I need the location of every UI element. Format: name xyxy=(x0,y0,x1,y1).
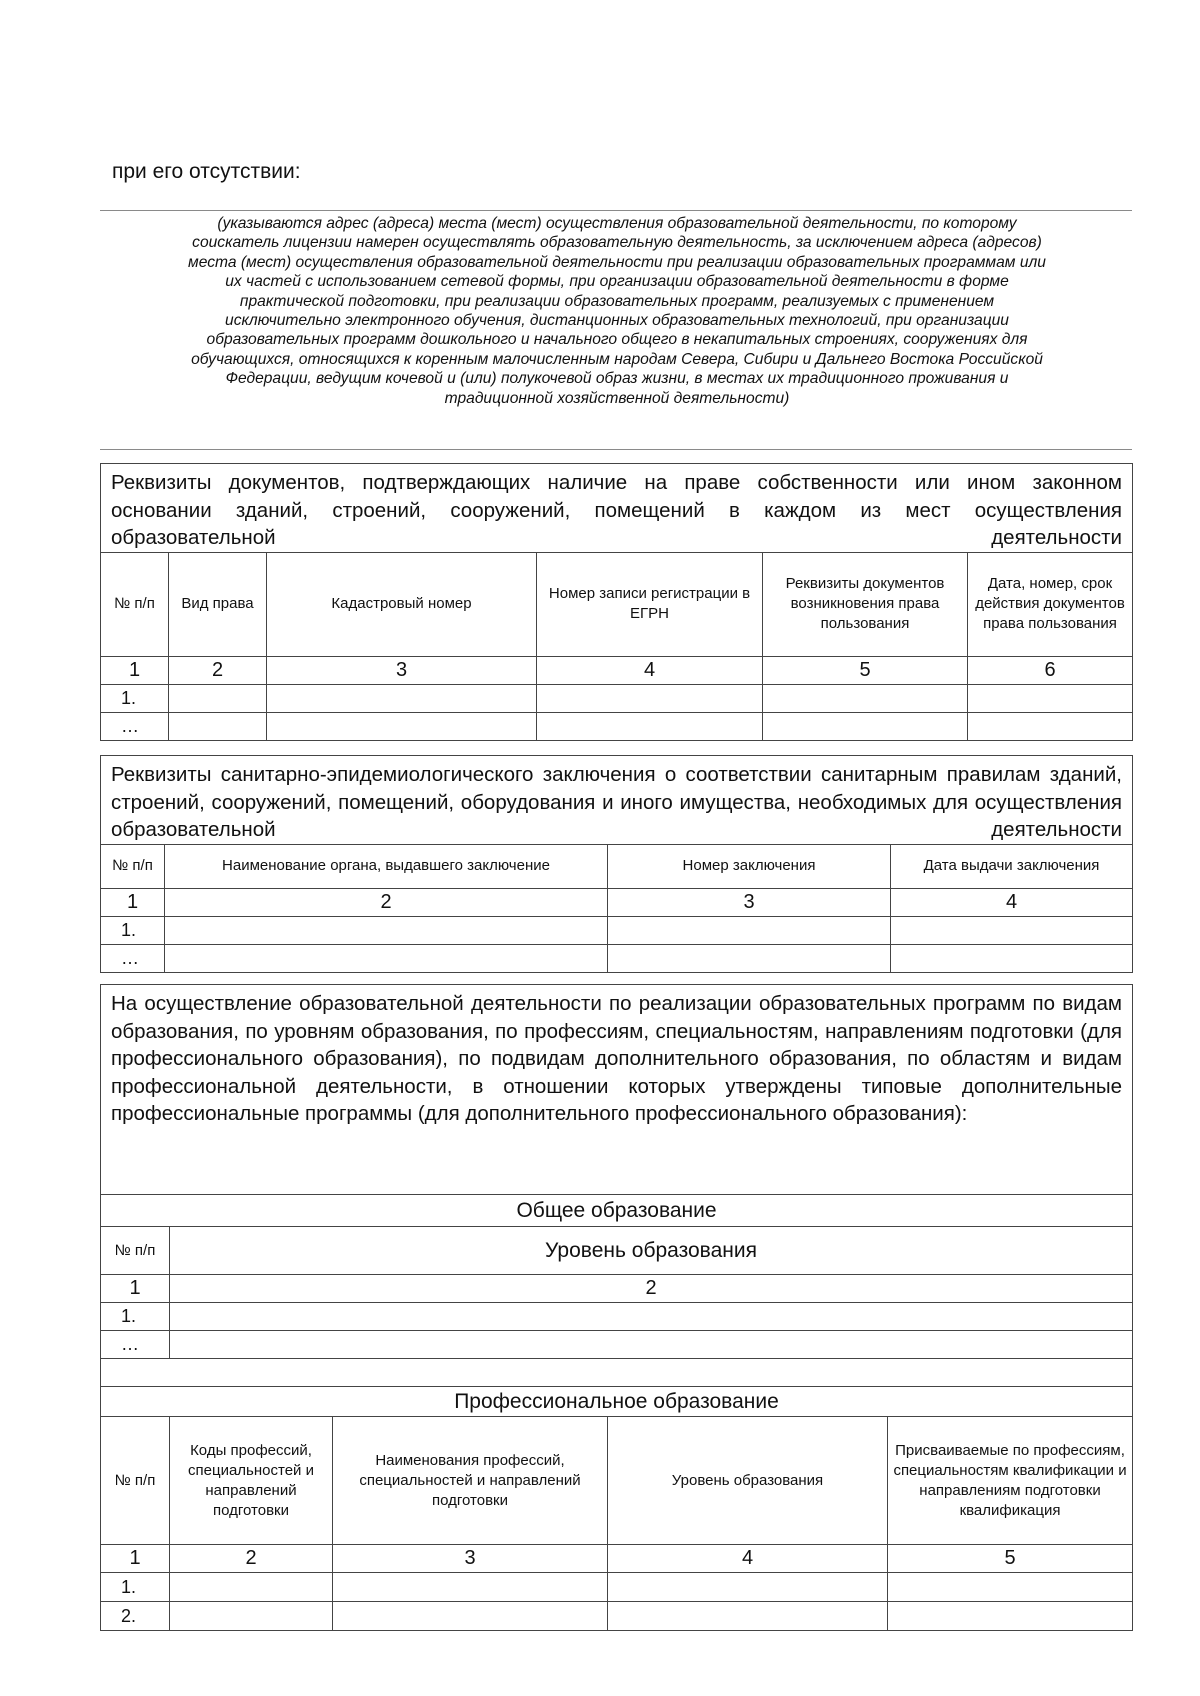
empty-cell[interactable] xyxy=(165,944,608,972)
row-number-cell: 1. xyxy=(101,1573,170,1602)
row-number-cell: … xyxy=(101,1331,170,1359)
column-number-cell: 1 xyxy=(101,1275,170,1303)
col-header-education-level: Уровень образования xyxy=(608,1417,888,1545)
note-line: их частей с использованием сетевой формы, при организации образовательной деятельности в форме xyxy=(225,273,1009,291)
empty-cell[interactable] xyxy=(537,712,763,740)
note-line: (указываются адрес (адреса) места (мест) осуществления образовательной деятельности, по которому xyxy=(217,215,1017,232)
empty-cell[interactable] xyxy=(968,712,1133,740)
row-number-cell: … xyxy=(101,712,169,740)
empty-cell[interactable] xyxy=(537,684,763,712)
spacer-row xyxy=(101,1359,1133,1387)
empty-cell[interactable] xyxy=(608,1602,888,1631)
col-header-document-date: Дата, номер, срок действия документов права пользования xyxy=(968,552,1133,656)
divider-top xyxy=(100,210,1132,211)
col-header-number: № п/п xyxy=(101,844,165,888)
column-number-cell: 2 xyxy=(170,1545,333,1573)
empty-cell[interactable] xyxy=(608,1573,888,1602)
col-header-issuing-body: Наименование органа, выдавшего заключение xyxy=(165,844,608,888)
divider-bottom xyxy=(100,449,1132,450)
note-line: места (мест) осуществления образовательной деятельности при реализации образовательных программам или xyxy=(188,253,1046,271)
column-number-cell: 5 xyxy=(763,656,968,684)
row-number-cell: 1. xyxy=(101,684,169,712)
property-documents-title: Реквизиты документов, подтверждающих наличие на праве собственности или ином законном основании зданий, строений, сооружений, помещений в каждом из мест осуществления образовательной деятельности xyxy=(101,464,1133,553)
empty-cell[interactable] xyxy=(267,712,537,740)
note-line: исключительно электронного обучения, дистанционных образовательных технологий, при организации xyxy=(225,312,1009,330)
table-row xyxy=(101,712,1133,740)
column-number-cell: 5 xyxy=(888,1545,1133,1573)
sanitary-conclusion-title: Реквизиты санитарно-эпидемиологического заключения о соответствии санитарным правилам зданий, строений, сооружений, помещений, оборудования и иного имущества, необходимых для осуществления образовательной деятельности xyxy=(101,756,1133,845)
col-header-right-documents: Реквизиты документов возникновения права пользования xyxy=(763,552,968,656)
note-line: практической подготовки, при реализации образовательных программ, реализуемых с применением xyxy=(239,292,995,310)
empty-cell[interactable] xyxy=(888,1602,1133,1631)
column-number-cell: 1 xyxy=(101,888,165,916)
column-number-cell: 1 xyxy=(101,656,169,684)
table-row xyxy=(101,944,1133,972)
education-programs-table xyxy=(100,984,1133,1631)
empty-cell[interactable] xyxy=(608,944,891,972)
table-row xyxy=(101,1303,1133,1331)
empty-cell[interactable] xyxy=(170,1331,1133,1359)
intro-text: при его отсутствии: xyxy=(112,160,301,183)
note-line: соискатель лицензии намерен осуществлять образовательную деятельность, за исключением адреса (адресов) xyxy=(192,234,1042,252)
col-header-right-type: Вид права xyxy=(169,552,267,656)
sanitary-conclusion-table xyxy=(100,755,1133,973)
column-number-cell: 2 xyxy=(170,1275,1133,1303)
empty-cell[interactable] xyxy=(170,1573,333,1602)
empty-cell[interactable] xyxy=(763,684,968,712)
empty-cell[interactable] xyxy=(169,712,267,740)
table-row xyxy=(101,1602,1133,1631)
education-programs-title: На осуществление образовательной деятельности по реализации образовательных программ по видам образования, по уровням образования, по профессиям, специальностям, направлениям подготовки (для профессионального образования), по подвидам дополнительного образования, по областям и видам профессиональной деятельности, в отношении которых утверждены типовые дополнительные профессиональные программы (для дополнительного профессионального образования): xyxy=(101,985,1133,1195)
col-header-conclusion-number: Номер заключения xyxy=(608,844,891,888)
col-header-cadastral-number: Кадастровый номер xyxy=(267,552,537,656)
note-line: Федерации, ведущим кочевой и (или) полукочевой образ жизни, в местах их традиционного проживания и xyxy=(225,370,1009,388)
address-note xyxy=(112,214,1122,408)
general-education-title: Общее образование xyxy=(101,1195,1133,1227)
column-number-cell: 4 xyxy=(608,1545,888,1573)
row-number-cell: 2. xyxy=(101,1602,170,1631)
col-header-profession-names: Наименования профессий, специальностей и направлений подготовки xyxy=(333,1417,608,1545)
col-header-number: № п/п xyxy=(101,552,169,656)
row-number-cell: 1. xyxy=(101,1303,170,1331)
empty-cell[interactable] xyxy=(891,916,1133,944)
professional-education-title: Профессиональное образование xyxy=(101,1387,1133,1417)
column-number-cell: 3 xyxy=(608,888,891,916)
column-number-cell: 4 xyxy=(891,888,1133,916)
col-header-profession-codes: Коды профессий, специальностей и направлений подготовки xyxy=(170,1417,333,1545)
column-number-cell: 2 xyxy=(169,656,267,684)
empty-cell[interactable] xyxy=(169,684,267,712)
col-header-qualification: Присваиваемые по профессиям, специальностям квалификации и направлениям подготовки квалификация xyxy=(888,1417,1133,1545)
col-header-number: № п/п xyxy=(101,1417,170,1545)
column-number-cell: 3 xyxy=(333,1545,608,1573)
empty-cell[interactable] xyxy=(165,916,608,944)
col-header-education-level: Уровень образования xyxy=(170,1227,1133,1275)
row-number-cell: … xyxy=(101,944,165,972)
col-header-number: № п/п xyxy=(101,1227,170,1275)
row-number-cell: 1. xyxy=(101,916,165,944)
empty-cell[interactable] xyxy=(333,1573,608,1602)
empty-cell[interactable] xyxy=(608,916,891,944)
col-header-issue-date: Дата выдачи заключения xyxy=(891,844,1133,888)
table-row xyxy=(101,1331,1133,1359)
note-line: образовательных программ дошкольного и начального общего в некапитальных строениях, сооружениях для xyxy=(206,331,1028,349)
column-number-cell: 4 xyxy=(537,656,763,684)
empty-cell[interactable] xyxy=(888,1573,1133,1602)
column-number-cell: 1 xyxy=(101,1545,170,1573)
empty-cell[interactable] xyxy=(267,684,537,712)
column-number-cell: 2 xyxy=(165,888,608,916)
column-number-cell: 3 xyxy=(267,656,537,684)
table-row xyxy=(101,916,1133,944)
empty-cell[interactable] xyxy=(170,1303,1133,1331)
note-line: традиционной хозяйственной деятельности) xyxy=(444,389,790,407)
empty-cell[interactable] xyxy=(763,712,968,740)
note-line: обучающихся, относящихся к коренным малочисленным народам Севера, Сибири и Дальнего Востока Российской xyxy=(191,350,1043,368)
empty-cell[interactable] xyxy=(891,944,1133,972)
empty-cell[interactable] xyxy=(170,1602,333,1631)
empty-cell[interactable] xyxy=(968,684,1133,712)
empty-cell[interactable] xyxy=(333,1602,608,1631)
column-number-cell: 6 xyxy=(968,656,1133,684)
table-row xyxy=(101,684,1133,712)
col-header-egrn-record: Номер записи регистрации в ЕГРН xyxy=(537,552,763,656)
table-row xyxy=(101,1573,1133,1602)
property-documents-table xyxy=(100,463,1133,741)
